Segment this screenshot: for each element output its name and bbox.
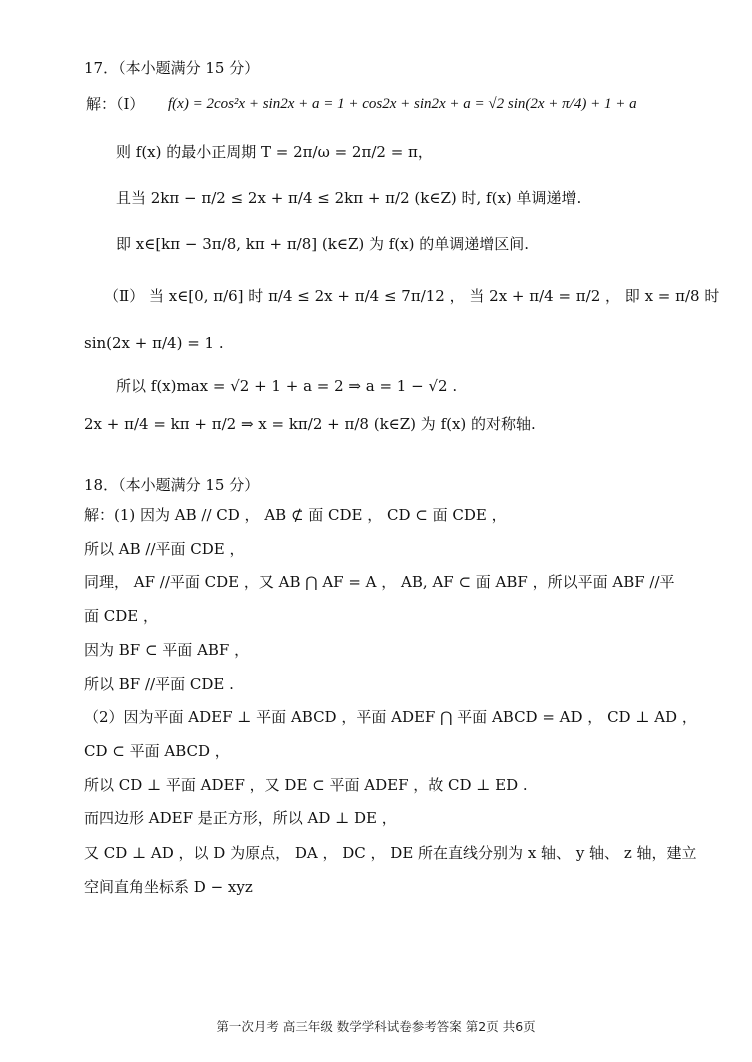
p18-line-11: 又 CD ⊥ AD ，以 D 为原点， DA ， DC ， DE 所在直线分别为 x 轴、 y 轴、 z 轴，建立 xyxy=(84,844,697,862)
p17-line-2: 则 f(x) 的最小正周期 T = 2π/ω = 2π/2 = π， xyxy=(116,143,433,161)
p18-line-12: 空间直角坐标系 D − xyz xyxy=(84,878,253,896)
problem-17-title: 17．（本小题满分 15 分） xyxy=(84,59,260,77)
p18-line-8: CD ⊂ 平面 ABCD ， xyxy=(84,742,230,760)
p18-line-9: 所以 CD ⊥ 平面 ADEF ，又 DE ⊂ 平面 ADEF ，故 CD ⊥ ED . xyxy=(84,776,528,794)
p17-line-3: 且当 2kπ − π/2 ≤ 2x + π/4 ≤ 2kπ + π/2 (k∈Z) 时, f(x) 单调递增. xyxy=(116,189,582,207)
p18-line-7: （2）因为平面 ADEF ⊥ 平面 ABCD ，平面 ADEF ⋂ 平面 ABCD = AD ， CD ⊥ AD ， xyxy=(84,708,697,726)
p17-line-5: （Ⅱ） 当 x∈[0, π/6] 时 π/4 ≤ 2x + π/4 ≤ 7π/12 ， 当 2x + π/4 = π/2 ， 即 x = π/8 时 xyxy=(104,287,720,305)
p18-line-10: 而四边形 ADEF 是正方形，所以 AD ⊥ DE ， xyxy=(84,809,397,827)
p18-line-6: 所以 BF //平面 CDE . xyxy=(84,675,234,693)
p17-line-7: 所以 f(x)max = √2 + 1 + a = 2 ⇒ a = 1 − √2 . xyxy=(116,377,458,395)
p18-line-3: 同理， AF //平面 CDE ，又 AB ⋂ AF = A ， AB, AF ⊂ 面 ABF ，所以平面 ABF //平 xyxy=(84,573,675,591)
p17-line-4: 即 x∈[kπ − 3π/8, kπ + π/8] (k∈Z) 为 f(x) 的单调递增区间. xyxy=(116,235,530,253)
p18-line-1: 解：(1) 因为 AB // CD ， AB ⊄ 面 CDE ， CD ⊂ 面 CDE ， xyxy=(84,506,507,524)
p18-line-2: 所以 AB //平面 CDE ， xyxy=(84,540,245,558)
p17-line-6: sin(2x + π/4) = 1 . xyxy=(84,334,224,352)
p17-line-8: 2x + π/4 = kπ + π/2 ⇒ x = kπ/2 + π/8 (k∈Z) 为 f(x) 的对称轴. xyxy=(84,415,536,433)
p17-part1-intro: 解：（Ⅰ） xyxy=(86,95,145,113)
p18-line-4: 面 CDE ， xyxy=(84,607,158,625)
p18-line-5: 因为 BF ⊂ 平面 ABF ， xyxy=(84,641,250,659)
page-footer: 第一次月考 高三年级 数学学科试卷参考答案 第2页 共6页 xyxy=(216,1019,536,1034)
problem-18-title: 18．（本小题满分 15 分） xyxy=(84,476,260,494)
p17-line-1: f(x) = 2cos²x + sin2x + a = 1 + cos2x + sin2x + a = √2 sin(2x + π/4) + 1 + a xyxy=(168,96,637,112)
